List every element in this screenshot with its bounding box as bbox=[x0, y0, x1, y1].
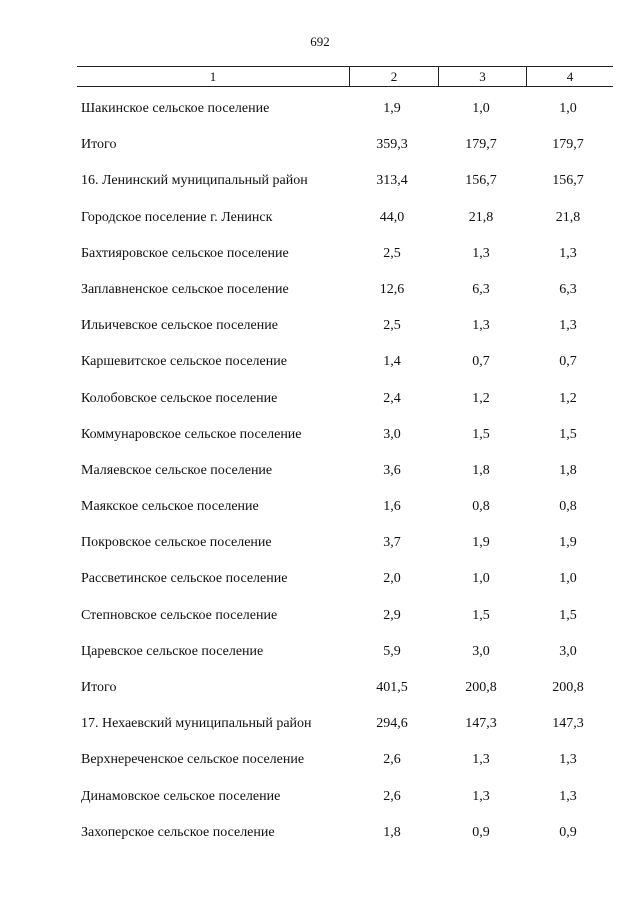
table-row bbox=[0, 391, 640, 427]
table-row bbox=[0, 644, 640, 680]
row-name: Заплавненское сельское поселение bbox=[81, 281, 289, 297]
row-value-col-4: 3,0 bbox=[559, 643, 577, 659]
row-name: Верхнереченское сельское поселение bbox=[81, 752, 305, 768]
row-value-col-3: 1,9 bbox=[472, 535, 490, 551]
row-value-col-2: 2,5 bbox=[383, 318, 401, 334]
header-col-2: 2 bbox=[390, 69, 398, 84]
table-row bbox=[0, 427, 640, 463]
table-row bbox=[0, 825, 640, 861]
row-value-col-2: 2,0 bbox=[383, 571, 401, 587]
row-value-col-4: 1,8 bbox=[559, 462, 577, 478]
row-value-col-2: 1,6 bbox=[383, 499, 401, 515]
row-value-col-3: 156,7 bbox=[465, 173, 497, 189]
row-value-col-4: 1,0 bbox=[559, 101, 577, 116]
row-name: Коммунаровское сельское поселение bbox=[81, 426, 302, 442]
row-value-col-2: 3,7 bbox=[383, 535, 401, 551]
row-value-col-2: 1,4 bbox=[383, 354, 401, 370]
row-value-col-4: 21,8 bbox=[555, 209, 581, 225]
row-value-col-2: 3,6 bbox=[383, 462, 401, 478]
table-row bbox=[0, 173, 640, 209]
row-value-col-2: 401,5 bbox=[376, 680, 408, 695]
row-name: Ильичевское сельское поселение bbox=[81, 318, 278, 334]
row-value-col-2: 2,6 bbox=[383, 752, 401, 768]
row-name: Рассветинское сельское поселение bbox=[81, 571, 288, 587]
row-value-col-3: 1,8 bbox=[472, 462, 490, 478]
row-value-col-4: 1,9 bbox=[559, 535, 577, 551]
row-value-col-3: 6,3 bbox=[472, 281, 490, 297]
row-value-col-3: 1,2 bbox=[472, 390, 490, 406]
row-name: Шакинское сельское поселение bbox=[81, 101, 270, 116]
row-value-col-4: 156,7 bbox=[552, 173, 584, 189]
row-value-col-3: 0,9 bbox=[472, 824, 490, 840]
row-value-col-3: 0,7 bbox=[472, 354, 490, 370]
row-value-col-2: 1,9 bbox=[383, 101, 401, 116]
row-value-col-2: 2,6 bbox=[383, 788, 401, 804]
row-value-col-3: 0,8 bbox=[472, 499, 490, 515]
row-name: Маляевское сельское поселение bbox=[81, 462, 273, 478]
table-row bbox=[0, 608, 640, 644]
row-value-col-2: 2,5 bbox=[383, 245, 401, 261]
row-name: Степновское сельское поселение bbox=[81, 607, 278, 623]
table-row bbox=[0, 137, 640, 173]
row-value-col-2: 313,4 bbox=[376, 173, 408, 189]
row-value-col-4: 147,3 bbox=[552, 716, 584, 732]
row-value-col-2: 5,9 bbox=[383, 643, 401, 659]
row-name: Колобовское сельское поселение bbox=[81, 390, 278, 406]
table-row bbox=[0, 535, 640, 571]
row-value-col-3: 1,3 bbox=[472, 752, 490, 768]
table-row bbox=[0, 101, 640, 137]
row-name: Итого bbox=[81, 680, 117, 695]
row-name: 17. Нехаевский муниципальный район bbox=[81, 716, 312, 732]
row-value-col-2: 44,0 bbox=[379, 209, 405, 225]
row-value-col-2: 3,0 bbox=[383, 426, 401, 442]
row-name: Каршевитское сельское поселение bbox=[81, 354, 287, 370]
page-number: 692 bbox=[310, 34, 330, 49]
table-row bbox=[0, 716, 640, 752]
row-value-col-2: 12,6 bbox=[379, 281, 405, 297]
row-value-col-3: 1,5 bbox=[472, 426, 490, 442]
table-body bbox=[0, 101, 640, 861]
table-row bbox=[0, 499, 640, 535]
row-value-col-4: 1,3 bbox=[559, 788, 577, 804]
table-row bbox=[0, 354, 640, 390]
row-value-col-4: 6,3 bbox=[559, 281, 577, 297]
row-name: Царевское сельское поселение bbox=[81, 643, 264, 659]
row-value-col-3: 1,0 bbox=[472, 101, 490, 116]
table-row bbox=[0, 210, 640, 246]
row-value-col-4: 0,8 bbox=[559, 499, 577, 515]
row-value-col-4: 1,5 bbox=[559, 607, 577, 623]
table-row bbox=[0, 752, 640, 788]
table-header bbox=[77, 66, 613, 87]
row-value-col-3: 3,0 bbox=[472, 643, 490, 659]
row-value-col-3: 1,0 bbox=[472, 571, 490, 587]
header-col-3: 3 bbox=[479, 69, 486, 84]
row-value-col-4: 1,3 bbox=[559, 245, 577, 261]
table-row bbox=[0, 789, 640, 825]
row-value-col-2: 2,4 bbox=[383, 390, 401, 406]
row-value-col-2: 294,6 bbox=[376, 716, 408, 732]
header-col-1: 1 bbox=[209, 69, 217, 84]
row-name: 16. Ленинский муниципальный район bbox=[81, 173, 308, 189]
row-value-col-3: 1,3 bbox=[472, 318, 490, 334]
row-name: Маякское сельское поселение bbox=[81, 499, 259, 515]
table-row bbox=[0, 318, 640, 354]
row-value-col-4: 200,8 bbox=[552, 680, 584, 695]
row-value-col-3: 179,7 bbox=[465, 137, 497, 153]
row-value-col-3: 147,3 bbox=[465, 716, 497, 732]
row-value-col-4: 1,0 bbox=[559, 571, 577, 587]
row-value-col-3: 21,8 bbox=[468, 209, 494, 225]
row-name: Покровское сельское поселение bbox=[81, 535, 272, 551]
row-value-col-3: 1,3 bbox=[472, 245, 490, 261]
table-row bbox=[0, 246, 640, 282]
row-value-col-4: 179,7 bbox=[552, 137, 584, 153]
row-value-col-4: 0,7 bbox=[559, 354, 577, 370]
row-value-col-4: 0,9 bbox=[559, 824, 577, 840]
row-value-col-4: 1,5 bbox=[559, 426, 577, 442]
row-value-col-4: 1,3 bbox=[559, 318, 577, 334]
row-value-col-2: 359,3 bbox=[376, 137, 408, 153]
row-name: Захоперское сельское поселение bbox=[81, 824, 275, 840]
table-row bbox=[0, 680, 640, 716]
row-value-col-3: 200,8 bbox=[465, 680, 497, 695]
row-name: Итого bbox=[81, 137, 117, 153]
row-value-col-3: 1,3 bbox=[472, 788, 490, 804]
row-value-col-3: 1,5 bbox=[472, 607, 490, 623]
table-row bbox=[0, 571, 640, 607]
table-row bbox=[0, 463, 640, 499]
row-name: Динамовское сельское поселение bbox=[81, 788, 281, 804]
row-value-col-4: 1,2 bbox=[559, 390, 577, 406]
header-col-4: 4 bbox=[566, 69, 574, 84]
table-row bbox=[0, 282, 640, 318]
row-value-col-2: 1,8 bbox=[383, 824, 401, 840]
row-value-col-2: 2,9 bbox=[383, 607, 401, 623]
row-name: Бахтияровское сельское поселение bbox=[81, 245, 289, 261]
row-value-col-4: 1,3 bbox=[559, 752, 577, 768]
row-name: Городское поселение г. Ленинск bbox=[81, 209, 273, 225]
